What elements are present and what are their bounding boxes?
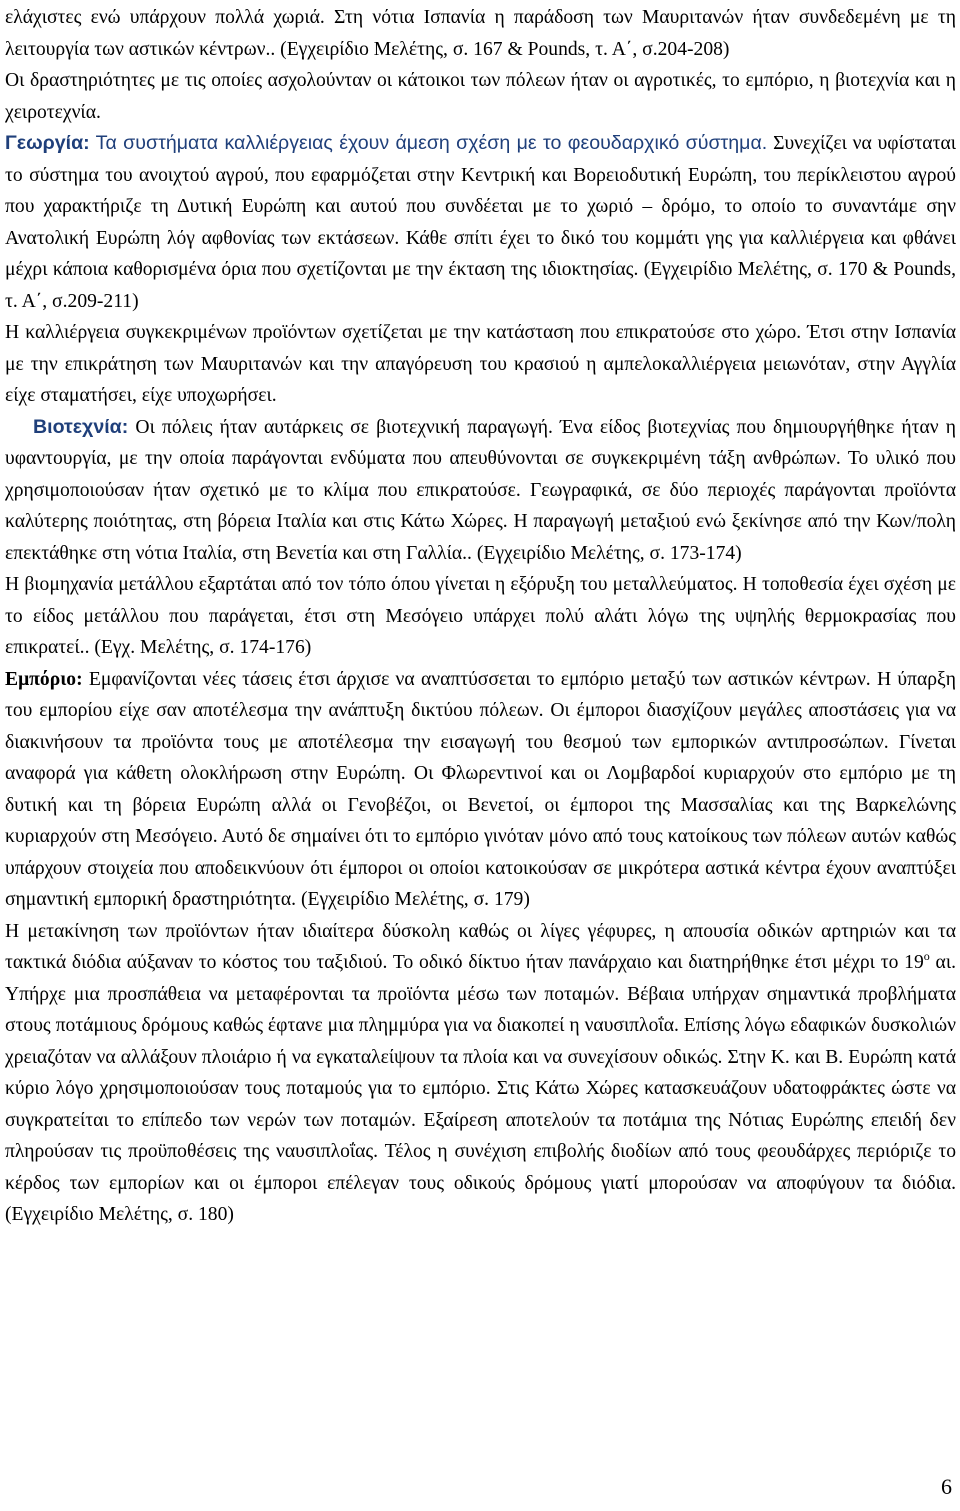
paragraph-activities-text: Οι δραστηριότητες με τις οποίες ασχολούνταν οι κάτοικοι των πόλεων ήταν οι αγροτικές, το εμπόριο, η βιοτεχνία και η χειροτεχνία. [5, 70, 956, 123]
transport-text-part2: αι. Υπήρχε μια προσπάθεια να μεταφέρονται τα προϊόντα μέσω των ποταμών. Βέβαια υπήρχαν σημαντικά προβλήματα στους ποτάμιους δρόμους καθώς έφτανε μια πλημμύρα για να διακοπεί η ναυσιπλοΐα. Επίσης λόγω εδαφικών δυσκολιών χρειαζόταν να αλλάξουν πλοιάριο ή να εγκαταλείψουν τα πλοία και να συνεχίσουν οδικώς. Στην Κ. και Β. Ευρώπη κατά κύριο λόγο χρησιμοποιούσαν τους ποταμούς για το εμπόριο. Στις Κάτω Χώρες κατασκευάζουν υδατοφράκτες ώστε να συγκρατείται το επίπεδο των νερών των ποταμών. Εξαίρεση αποτελούν τα ποτάμια της Νότιας Ευρώπης επειδή δεν πληρούσαν τις προϋποθέσεις της ναυσιπλοΐας. Τέλος η συνέχιση επιβολής διοδίων από τους φεουδάρχες περιόριζε το κέρδος των εμπορίων και οι έμποροι επέλεγαν τους οδικούς δρόμους γιατί μπορούσαν να αποφύγουν τα διόδια. (Εγχειρίδιο Μελέτης, σ. 180) [5, 952, 956, 1225]
paragraph-metal-industry-text: Η βιομηχανία μετάλλου εξαρτάται από τον τόπο όπου γίνεται η εξόρυξη του μεταλλεύματος. Η τοποθεσία έχει σχέση με το είδος μετάλλου που παράγεται, έτσι στη Μεσόγειο υπάρχει πολύ αλάτι λόγω της υψηλής θερμοκρασίας που επικρατεί.. (Εγχ. Μελέτης, σ. 174-176) [5, 574, 956, 658]
paragraph-activities [5, 65, 956, 128]
heading-agriculture: Γεωργία: [5, 132, 90, 154]
paragraph-agriculture [5, 128, 956, 317]
document-page [5, 2, 956, 1231]
heading-crafts: Βιοτεχνία: [33, 415, 129, 438]
agriculture-body-text: Συνεχίζει να υφίσταται το σύστημα του ανοιχτού αγρού, που εφαρμόζεται στην Κεντρική και Βορειοδυτική Ευρώπη, του περίκλειστου αγρού που χαρακτήριζε τη Δυτική Ευρώπη και αυτού που συνδέεται με το χωριό – δρόμο, το οποίο το συναντάμε σην Ανατολική Ευρώπη λόγ αφθονίας των εκτάσεων. Κάθε σπίτι έχει το δικό του κομμάτι γης για καλλιέργεια και φθάνει μέχρι κάποια καθορισμένα όρια που σχετίζονται με την έκταση της ιδιοκτησίας. (Εγχειρίδιο Μελέτης, σ. 170 & Pounds, τ. Α΄, σ.209-211) [5, 133, 956, 312]
paragraph-trade [5, 664, 956, 916]
crafts-body-text: Οι πόλεις ήταν αυτάρκεις σε βιοτεχνική παραγωγή. Ένα είδος βιοτεχνίας που δημιουργήθηκε ήταν η υφαντουργία, με την οποία παράγονται ενδύματα που απευθύνονται σε συγκεκριμένη τάξη ανθρώπων. Το υλικό που χρησιμοποιούσαν ήταν σχετικό με το κλίμα που επικρατούσε. Γεωγραφικά, σε δύο περιοχές παράγονται προϊόντα καλύτερης ποιότητας, στη βόρεια Ιταλία και στις Κάτω Χώρες. Η παραγωγή μεταξιού ενώ ξεκίνησε από την Κων/πολη επεκτάθηκε στη νότια Ιταλία, στη Βενετία και στη Γαλλία.. (Εγχειρίδιο Μελέτης, σ. 173-174) [5, 416, 956, 564]
agriculture-lead-text: Τα συστήματα καλλιέργειας έχουν άμεση σχέση με το φεουδαρχικό σύστημα. [89, 132, 768, 154]
paragraph-crafts [5, 412, 956, 570]
paragraph-crops [5, 317, 956, 412]
paragraph-transport [5, 916, 956, 1231]
paragraph-crops-text: Η καλλιέργεια συγκεκριμένων προϊόντων σχετίζεται με την κατάσταση που επικρατούσε στο χώρο. Έτσι στην Ισπανία με την επικράτηση των Μαυριτανών και την απαγόρευση του κρασιού η αμπελοκαλλιέργεια μειωνόταν, στην Αγγλία είχε σταματήσει, είχε υποχωρήσει. [5, 322, 956, 406]
paragraph-intro-text: ελάχιστες ενώ υπάρχουν πολλά χωριά. Στη νότια Ισπανία η παράδοση των Μαυριτανών ήταν συνδεδεμένη με τη λειτουργία των αστικών κέντρων.. (Εγχειρίδιο Μελέτης, σ. 167 & Pounds, τ. Α΄, σ.204-208) [5, 7, 956, 60]
superscript-ordinal: ο [923, 949, 930, 963]
transport-text-part1: Η μετακίνηση των προϊόντων ήταν ιδιαίτερα δύσκολη καθώς οι λίγες γέφυρες, η απουσία οδικών αρτηριών και τα τακτικά διόδια αύξαναν το κόστος του ταξιδιού. Το οδικό δίκτυο ήταν πανάρχαιο και διατηρήθηκε έτσι μέχρι το 19 [5, 920, 956, 973]
paragraph-intro [5, 2, 956, 65]
page-number: 6 [941, 1474, 952, 1499]
trade-body-text: Εμφανίζονται νέες τάσεις έτσι άρχισε να αναπτύσσεται το εμπόριο μεταξύ των αστικών κέντρων. Η ύπαρξη του εμπορίου είχε σαν αποτέλεσμα την ανάπτυξη δικτύου πόλεων. Οι έμποροι διασχίζουν μεγάλες αποστάσεις για να διακινήσουν τα προϊόντα τους με αποτέλεσμα την εισαγωγή του θεσμού των εμπορικών αντιπροσώπων. Γίνεται αναφορά για κάθετη ολοκλήρωση στην Ευρώπη. Οι Φλωρεντινοί και οι Λομβαρδοί κυριαρχούν στο εμπόριο με τη δυτική και τη βόρεια Ευρώπη αλλά οι Γενοβέζοι, οι Βενετοί, οι έμποροι της Μασσαλίας και της Βαρκελώνης κυριαρχούν στη Μεσόγειο. Αυτό δε σημαίνει ότι το εμπόριο γινόταν μόνο από τους κατοίκους των πόλεων αυτών καθώς υπάρχουν στοιχεία που αποδεικνύουν ότι έμποροι οι οποίοι κατοικούσαν σε μικρότερα αστικά κέντρα έχουν αναπτύξει σημαντική εμπορική δραστηριότητα. (Εγχειρίδιο Μελέτης, σ. 179) [5, 668, 956, 910]
heading-trade: Εμπόριο: [5, 668, 83, 690]
paragraph-metal-industry [5, 569, 956, 664]
